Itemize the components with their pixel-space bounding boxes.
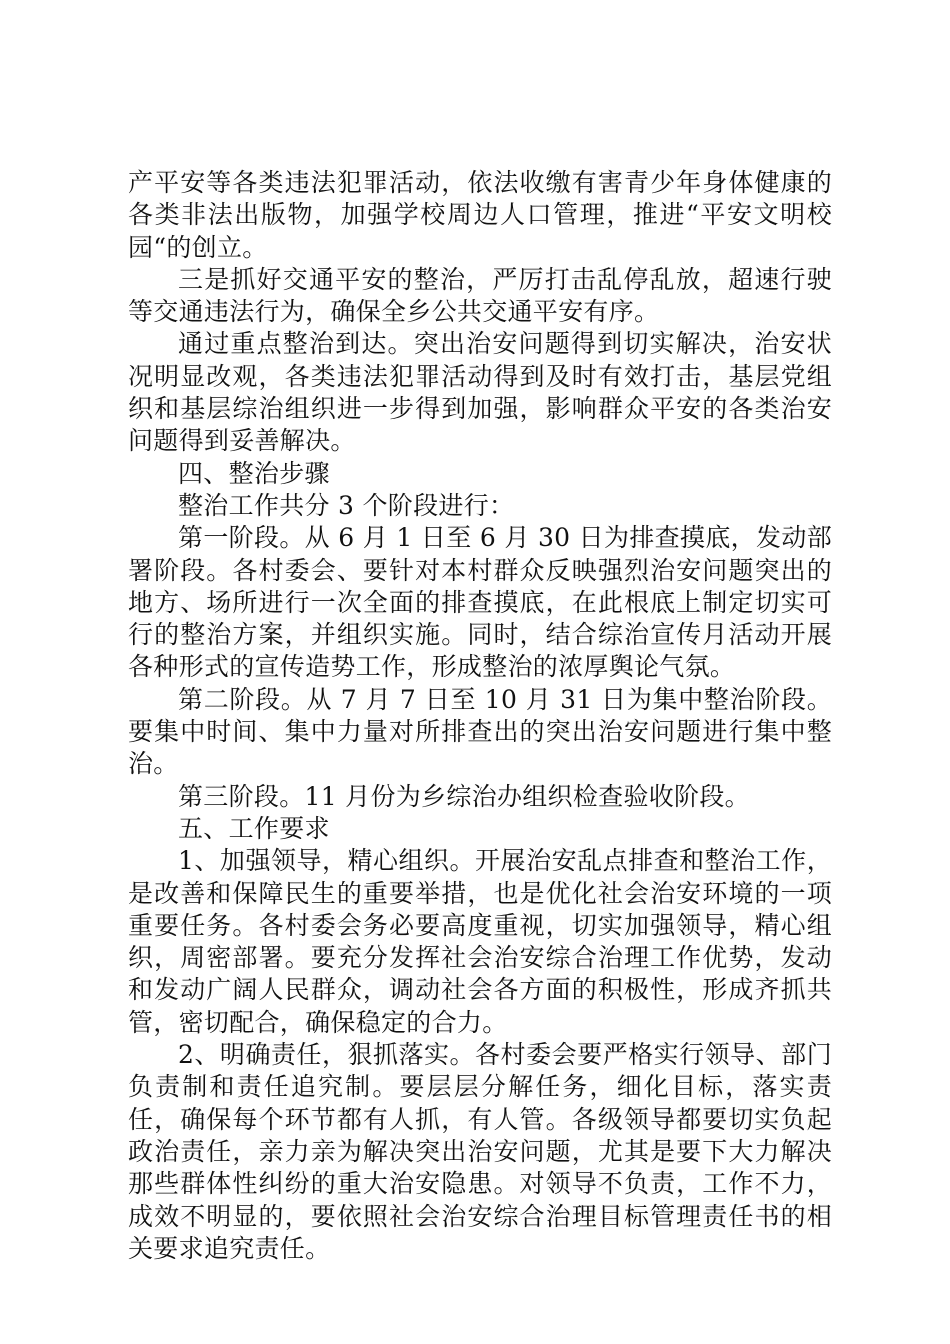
paragraph-stages-intro: 整治工作共分 3 个阶段进行： (178, 490, 515, 520)
paragraph-stage-two: 第二阶段。从 7 月 7 日至 10 月 31 日为集中整治阶段。要集中时间、集中力量对所排查出的突出治安问题进行集中整治。 (128, 684, 832, 779)
paragraph-requirement-leadership: 1、加强领导，精心组织。开展治安乱点排查和整治工作，是改善和保障民生的重要举措，也是优化社会治安环境的一项重要任务。各村委会务必要高度重视，切实加强领导，精心组织，周密部署。要充分发挥社会治安综合治理工作优势，发动和发动广阔人民群众，调动社会各方面的积极性，形成齐抓共管，密切配合，确保稳定的合力。 (128, 846, 832, 1037)
paragraph-continuation: 产平安等各类违法犯罪活动，依法收缴有害青少年身体健康的各类非法出版物，加强学校周边人口管理，推进“平安文明校园“的创立。 (128, 168, 832, 262)
section-heading-requirements: 五、工作要求 (178, 813, 330, 843)
paragraph-traffic-safety: 三是抓好交通平安的整治，严厉打击乱停乱放，超速行驶等交通违法行为，确保全乡公共交通平安有序。 (128, 264, 832, 327)
section-heading-steps: 四、整治步骤 (178, 458, 330, 488)
paragraph-stage-three: 第三阶段。11 月份为乡综治办组织检查验收阶段。 (178, 781, 750, 811)
paragraph-stage-one: 第一阶段。从 6 月 1 日至 6 月 30 日为排查摸底，发动部署阶段。各村委会、要针对本村群众反映强烈治安问题突出的地方、场所进行一次全面的排查摸底，在此根底上制定切实可行的整治方案，并组织实施。同时，结合综治宣传月活动开展各种形式的宣传造势工作，形成整治的浓厚舆论气氛。 (128, 523, 832, 682)
document-body (128, 167, 832, 1265)
paragraph-requirement-responsibility: 2、明确责任，狠抓落实。各村委会要严格实行领导、部门负责制和责任追究制。要层层分解任务，细化目标，落实责任，确保每个环节都有人抓，有人管。各级领导都要切实负起政治责任，亲力亲为解决突出治安问题，尤其是要下大力解决那些群体性纠纷的重大治安隐患。对领导不负责，工作不力，成效不明显的，要依照社会治安综合治理目标管理责任书的相关要求追究责任。 (128, 1040, 832, 1263)
paragraph-goals: 通过重点整治到达。突出治安问题得到切实解决，治安状况明显改观，各类违法犯罪活动得到及时有效打击，基层党组织和基层综治组织进一步得到加强，影响群众平安的各类治安问题得到妥善解决。 (128, 329, 832, 456)
